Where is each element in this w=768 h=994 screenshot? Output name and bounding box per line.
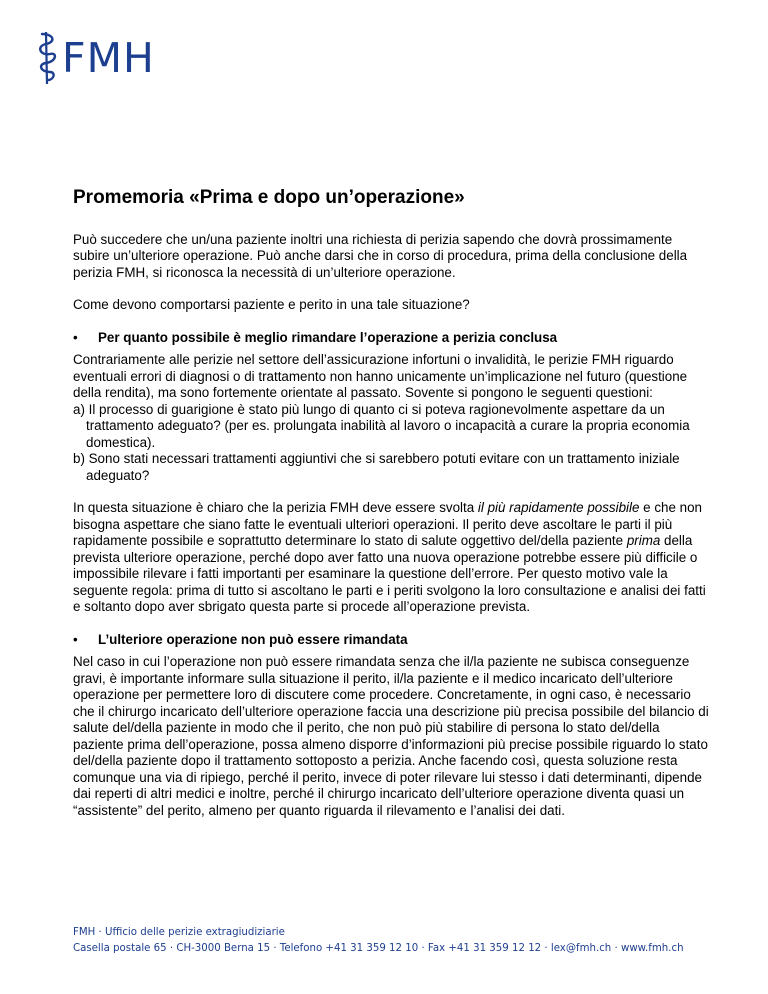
section1-paragraph-2: In questa situazione è chiaro che la perizia FMH deve essere svolta il più rapidamente possibile e che non bisogna aspettare che siano fatte le eventuali ulteriori operazioni. Il perito deve ascoltare le parti il più rapidamente possibile e soprattutto determinare lo stato di salute oggettivo del/della paziente prima della prevista ulteriore operazione, perché dopo aver fatto una nuova operazione potrebbe essere più difficile o impossibile rilevare i fatti importanti per esaminare la questione dell’errore. Per questo motivo vale la seguente regola: prima di tutto si ascoltano le parti e i periti svolgono la loro consultazione e analisi dei fatti e soltanto dopo aver sbrigato questa parte si procede all’operazione prevista.: [73, 500, 706, 615]
aesculapian-staff-icon: [38, 30, 60, 86]
section2-paragraph: Nel caso in cui l’operazione non può essere rimandata senza che il/la paziente ne subisca conseguenze gravi, è importante informare sulla situazione il perito, il/la paziente e il medico incaricato dell’ulteriore operazione per permettere loro di discutere come procedere. Concretamente, in ogni caso, è necessario che il chirurgo incaricato dell’ulteriore operazione faccia una descrizione più precisa possibile del bilancio di salute del/della paziente in modo che il perito, che non può più stabilire di persona lo stato del/della paziente prima dell’operazione, possa almeno disporre d’informazioni più precise possibile riguardo lo stato del/della paziente dopo il trattamento sottoposto a perizia. Anche facendo così, questa soluzione resta comunque una via di ripiego, perché il perito, invece di poter rilevare lui stesso i dati determinanti, dipende dai reperti di altri medici e inoltre, perché il chirurgo incaricato dell’ulteriore operazione diventa quasi un “assistente” del perito, almeno per quanto riguarda il rilevamento e l’analisi dei dati.: [73, 654, 709, 818]
questions-list: [73, 402, 709, 485]
question-paragraph: Come devono comportarsi paziente e perito in una tale situazione?: [73, 297, 470, 313]
section2-heading-text: L’ulteriore operazione non può essere rimandata: [98, 631, 408, 647]
bullet-icon: •: [73, 329, 78, 345]
section1-paragraph: Contrariamente alle perizie nel settore dell’assicurazione infortuni o invalidità, le perizie FMH riguardo eventuali errori di diagnosi o di trattamento non hanno unicamente un’implicazione nel futuro (questione della rendita), ma sono fortemente orientate al passato. Sovente si pongono le seguenti questioni:: [73, 352, 688, 401]
footer: [73, 925, 684, 957]
bullet-icon: •: [73, 631, 78, 647]
list-item: b) Sono stati necessari trattamenti aggiuntivi che si sarebbero potuti evitare con un trattamento iniziale adeguato?: [73, 451, 680, 483]
document-body: [73, 187, 709, 835]
footer-line-2: Casella postale 65 · CH-3000 Berna 15 · Telefono +41 31 359 12 10 · Fax +41 31 359 12 12 · lex@fmh.ch · www.fmh.ch: [73, 943, 684, 954]
page-title: Promemoria «Prima e dopo un’operazione»: [73, 187, 465, 208]
footer-line-1: FMH · Ufficio delle perizie extragiudiziarie: [73, 927, 285, 938]
section2-heading: [73, 632, 709, 649]
section1-heading: [73, 330, 709, 347]
fmh-logo: [38, 30, 155, 86]
section1-heading-text: Per quanto possibile è meglio rimandare l’operazione a perizia conclusa: [98, 329, 558, 345]
list-item: a) Il processo di guarigione è stato più lungo di quanto ci si poteva ragionevolmente aspettare da un trattamento adeguato? (per es. prolungata inabilità al lavoro o incapacità a curare la propria economia domestica).: [73, 401, 690, 450]
intro-paragraph: Può succedere che un/una paziente inoltri una richiesta di perizia sapendo che dovrà prossimamente subire un’ulteriore operazione. Può anche darsi che in corso di procedura, prima della conclusione della perizia FMH, si riconosca la necessità di un’ulteriore operazione.: [73, 231, 688, 280]
logo-text: FMH: [62, 33, 155, 82]
